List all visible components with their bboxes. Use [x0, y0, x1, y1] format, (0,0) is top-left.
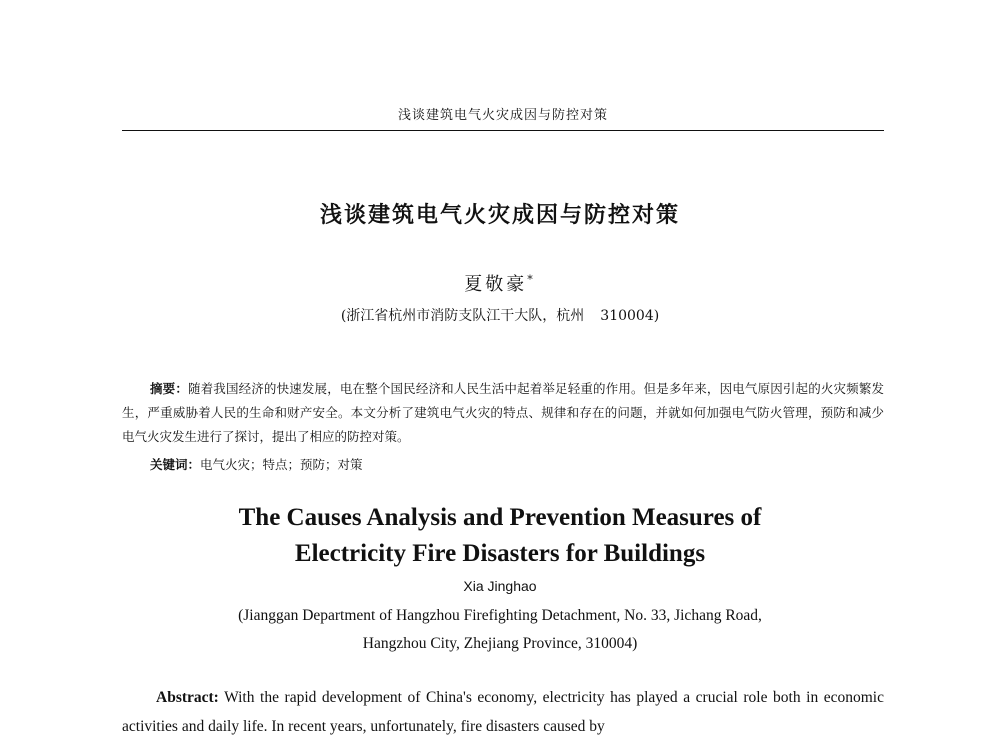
chinese-author — [0, 270, 1000, 296]
english-affiliation-line-2: Hangzhou City, Zhejiang Province, 310004) — [362, 635, 638, 652]
author-footnote-mark: * — [527, 273, 536, 286]
english-abstract — [122, 683, 884, 741]
chinese-keywords — [150, 455, 363, 473]
english-abstract-text: With the rapid development of China's economy, electricity has played a crucial role both in economic activities and daily life. In recent years, unfortunately, fire disasters caused by — [122, 689, 884, 735]
chinese-abstract-text: 随着我国经济的快速发展，电在整个国民经济和人民生活中起着举足轻重的作用。但是多年来，因电气原因引起的火灾频繁发生，严重威胁着人民的生命和财产安全。本文分析了建筑电气火灾的特点、规律和存在的问题，并就如何加强电气防火管理，预防和减少电气火灾发生进行了探讨，提出了相应的防控对策。 — [122, 381, 884, 444]
chinese-keywords-text: 电气火灾；特点；预防；对策 — [200, 457, 363, 472]
english-title — [0, 500, 1000, 572]
english-title-line-2: Electricity Fire Disasters for Buildings — [294, 540, 706, 567]
header-rule — [122, 130, 884, 131]
english-affiliation — [0, 602, 1000, 658]
english-affiliation-line-1: (Jianggan Department of Hangzhou Firefighting Detachment, No. 33, Jichang Road, — [238, 607, 762, 624]
chinese-postal-code: 310004) — [600, 308, 660, 324]
english-abstract-label: Abstract: — [156, 689, 219, 706]
chinese-affiliation-text: (浙江省杭州市消防支队江干大队，杭州 — [340, 308, 585, 324]
english-title-line-1: The Causes Analysis and Prevention Measures of — [238, 504, 762, 531]
chinese-affiliation — [0, 305, 1000, 325]
chinese-keywords-label: 关键词： — [150, 457, 201, 472]
running-header: 浅谈建筑电气火灾成因与防控对策 — [397, 108, 608, 123]
chinese-author-name: 夏敬豪 — [464, 274, 528, 295]
english-author: Xia Jinghao — [463, 578, 537, 594]
chinese-abstract-label: 摘要： — [150, 381, 188, 396]
chinese-abstract — [122, 377, 884, 449]
chinese-title: 浅谈建筑电气火灾成因与防控对策 — [319, 203, 680, 228]
